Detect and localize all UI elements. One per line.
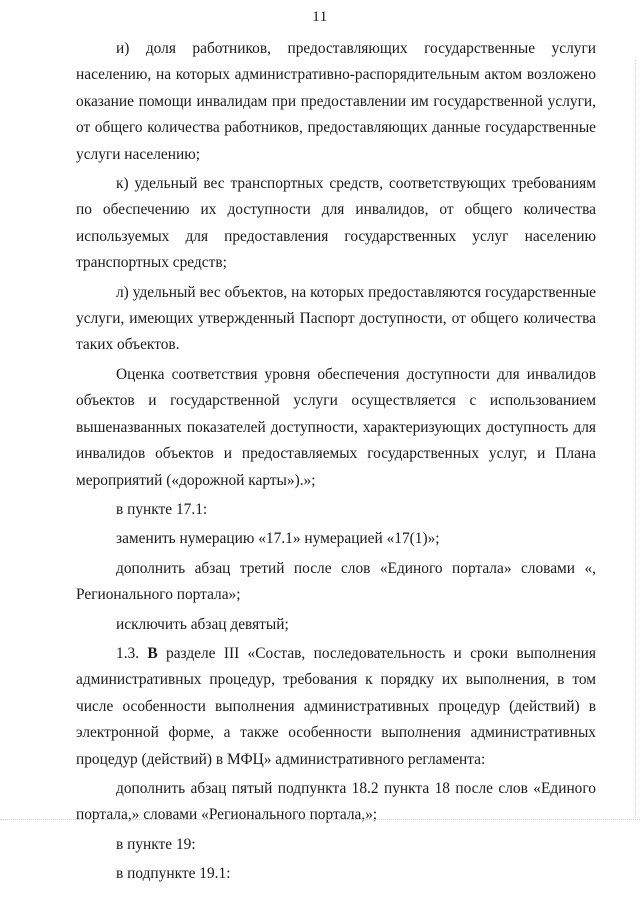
page-number: 11 — [312, 9, 328, 25]
scan-artifact-line — [0, 819, 640, 820]
scan-artifact-edge — [635, 60, 636, 820]
paragraph-section-1-3 — [76, 641, 596, 773]
paragraph-add-regional-portal: дополнить абзац третий после слов «Единого портала» словами «, Регионального портала»; — [76, 559, 596, 604]
section-number: 1.3. — [116, 644, 148, 662]
paragraph-clause-19: в пункте 19: — [116, 835, 196, 853]
paragraph-exclude-ninth: исключить абзац девятый; — [116, 615, 289, 633]
paragraph-clause-18-2: дополнить абзац пятый подпункта 18.2 пункта 18 после слов «Единого портала,» словами «Регионального портала,»; — [76, 779, 596, 824]
section-bold-word: В — [147, 644, 158, 662]
section-text: разделе III «Состав, последовательность и сроки выполнения административных процедур, требования к порядку их выполнения, в том числе особенности выполнения административных процедур (действий) в электронной форме, а также особенности выполнения административных процедур (действий) в МФЦ» административного регламента: — [76, 644, 596, 768]
paragraph-clause-17-1: в пункте 17.1: — [116, 500, 208, 518]
paragraph-renumber: заменить нумерацию «17.1» нумерацией «17(1)»; — [116, 530, 440, 548]
document-body — [76, 36, 596, 888]
paragraph-item-l: л) удельный вес объектов, на которых предоставляются государственные услуги, имеющих утвержденный Паспорт доступности, от общего количества таких объектов. — [76, 283, 596, 354]
paragraph-assessment: Оценка соответствия уровня обеспечения доступности для инвалидов объектов и государственной услуги осуществляется с использованием вышеназванных показателей доступности, характеризующих доступность для инвалидов объектов и предоставляемых государственных услуг, и Плана мероприятий («дорожной карты»).»; — [76, 365, 596, 489]
paragraph-subclause-19-1: в подпункте 19.1: — [116, 865, 231, 883]
paragraph-item-i: и) доля работников, предоставляющих государственные услуги населению, на которых административно-распорядительным актом возложено оказание помощи инвалидам при предоставлении им государственной услуги, от общего количества работников, предоставляющих данные государственные услуги населению; — [76, 40, 596, 163]
paragraph-item-k: к) удельный вес транспортных средств, соответствующих требованиям по обеспечению их доступности для инвалидов, от общего количества используемых для предоставления государственных услуг населению транспортных средств; — [76, 175, 596, 272]
